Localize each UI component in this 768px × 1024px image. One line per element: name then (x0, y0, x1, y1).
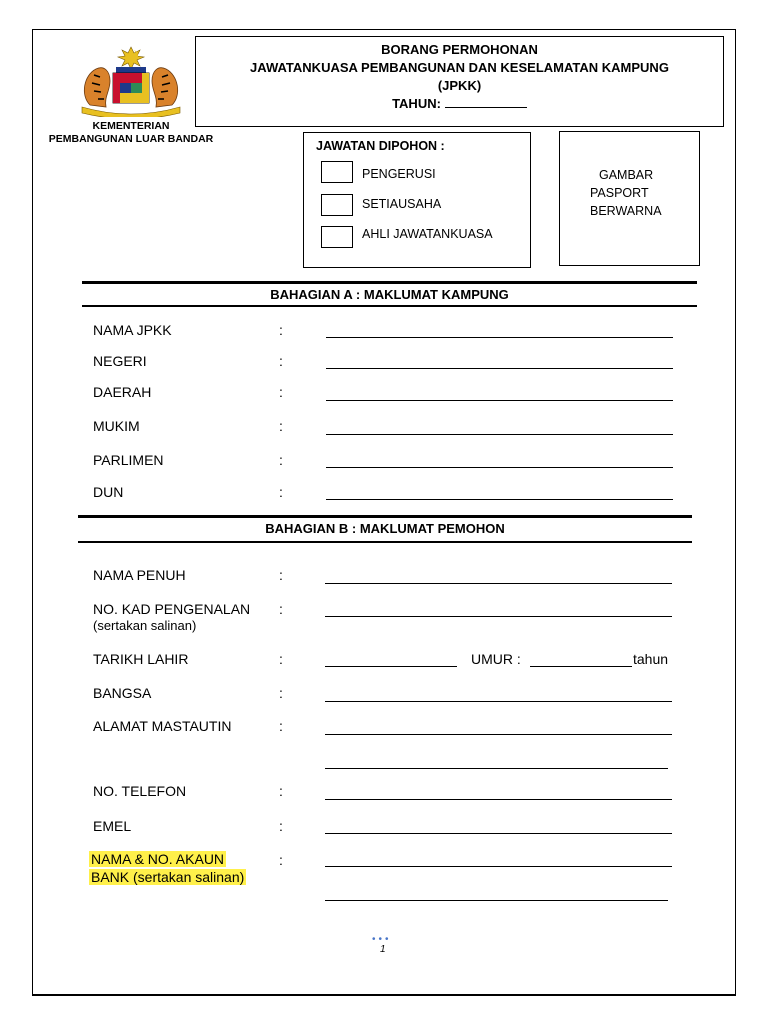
colon: : (279, 685, 283, 701)
label-emel: EMEL (93, 818, 132, 834)
passport-photo-box (559, 131, 700, 266)
label-dun: DUN (93, 484, 124, 500)
bank-label-line-2: BANK (sertakan salinan) (91, 869, 245, 885)
ministry-line-2: PEMBANGUNAN LUAR BANDAR (48, 133, 214, 145)
label-nama-penuh: NAMA PENUH (93, 567, 186, 583)
form-title: BORANG PERMOHONAN (381, 42, 538, 57)
label-mukim: MUKIM (93, 418, 140, 434)
field-daerah[interactable] (326, 400, 673, 401)
label-negeri: NEGERI (93, 353, 147, 369)
field-umur[interactable] (530, 666, 632, 667)
field-negeri[interactable] (326, 368, 673, 369)
page-number: 1 (380, 944, 386, 955)
colon: : (279, 818, 283, 834)
field-no-telefon[interactable] (325, 799, 672, 800)
field-nama-penuh[interactable] (325, 583, 672, 584)
form-abbreviation: (JPKK) (437, 78, 482, 93)
section-a-bottom-rule (82, 305, 697, 307)
ministry-line-1: KEMENTERIAN (92, 120, 170, 132)
label-bank-account (89, 851, 246, 887)
colon: : (279, 783, 283, 799)
checkbox-label-pengerusi: PENGERUSI (362, 167, 436, 181)
jawatan-dipohon-box (303, 132, 531, 268)
colon: : (279, 567, 283, 583)
field-tarikh-lahir[interactable] (325, 666, 457, 667)
field-bank-line-2[interactable] (325, 900, 668, 901)
field-alamat-line-1[interactable] (325, 734, 672, 735)
tahun-label: TAHUN: (392, 96, 441, 111)
form-title-box (195, 36, 724, 127)
label-kad-pengenalan: NO. KAD PENGENALAN (93, 601, 251, 617)
colon: : (279, 452, 283, 468)
colon: : (279, 484, 283, 500)
tahun-field[interactable] (445, 95, 527, 108)
section-b-bottom-rule (78, 541, 692, 543)
checkbox-pengerusi[interactable] (321, 161, 353, 183)
section-b-top-rule (78, 515, 692, 518)
coat-of-arms-logo (70, 45, 192, 117)
label-daerah: DAERAH (93, 384, 152, 400)
field-bangsa[interactable] (325, 701, 672, 702)
field-bank-line-1[interactable] (325, 866, 672, 867)
field-parlimen[interactable] (326, 467, 673, 468)
checkbox-label-ahli-jawatankuasa: AHLI JAWATANKUASA (362, 227, 493, 241)
label-bangsa: BANGSA (93, 685, 152, 701)
bank-label-line-1: NAMA & NO. AKAUN (91, 851, 225, 867)
field-dun[interactable] (326, 499, 673, 500)
checkbox-ahli-jawatankuasa[interactable] (321, 226, 353, 248)
label-umur: UMUR : (471, 651, 521, 667)
label-alamat-mastautin: ALAMAT MASTAUTIN (93, 718, 232, 734)
field-alamat-line-2[interactable] (325, 768, 668, 769)
colon: : (279, 852, 283, 868)
colon: : (279, 322, 283, 338)
kad-pengenalan-note: (sertakan salinan) (93, 618, 197, 633)
colon: : (279, 418, 283, 434)
label-no-telefon: NO. TELEFON (93, 783, 187, 799)
photo-instructions (590, 166, 662, 220)
section-a-title: BAHAGIAN A : MAKLUMAT KAMPUNG (270, 287, 509, 302)
checkbox-label-setiausaha: SETIAUSAHA (362, 197, 442, 211)
label-parlimen: PARLIMEN (93, 452, 164, 468)
photo-line-2: PASPORT (590, 186, 649, 200)
umur-unit: tahun (633, 651, 669, 667)
colon: : (279, 601, 283, 617)
label-nama-jpkk: NAMA JPKK (93, 322, 172, 338)
field-kad-pengenalan[interactable] (325, 616, 672, 617)
field-mukim[interactable] (326, 434, 673, 435)
field-nama-jpkk[interactable] (326, 337, 673, 338)
checkbox-setiausaha[interactable] (321, 194, 353, 216)
section-a-top-rule (82, 281, 697, 284)
colon: : (279, 353, 283, 369)
label-tarikh-lahir: TARIKH LAHIR (93, 651, 189, 667)
colon: : (279, 384, 283, 400)
page-dots: ••• (372, 934, 392, 945)
colon: : (279, 718, 283, 734)
jawatan-title: JAWATAN DIPOHON : (316, 139, 445, 153)
section-b-title: BAHAGIAN B : MAKLUMAT PEMOHON (265, 521, 505, 536)
photo-line-3: BERWARNA (590, 204, 662, 218)
tahun-row (196, 95, 723, 113)
form-subtitle: JAWATANKUASA PEMBANGUNAN DAN KESELAMATAN KAMPUNG (250, 60, 669, 75)
field-emel[interactable] (325, 833, 672, 834)
colon: : (279, 651, 283, 667)
photo-line-1: GAMBAR (599, 168, 654, 182)
